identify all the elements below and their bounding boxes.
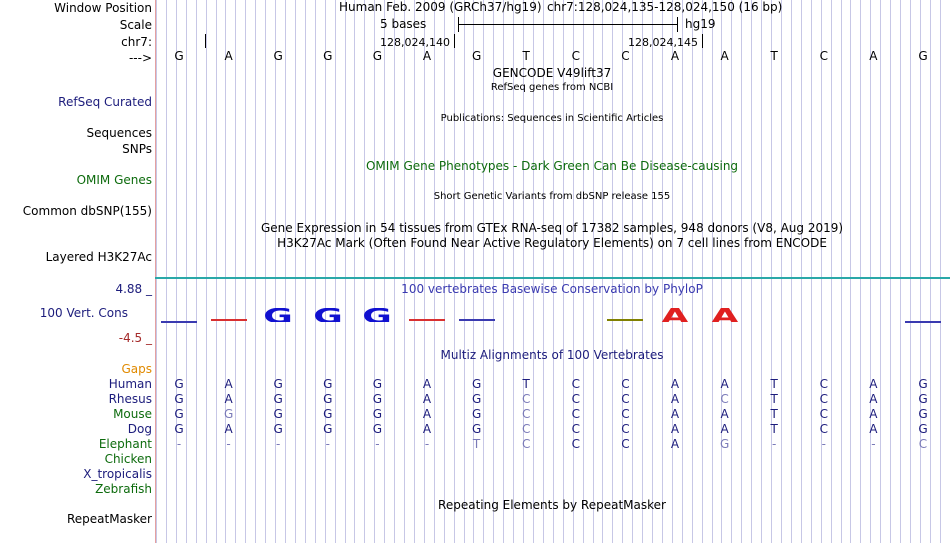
grid-line [414,0,415,543]
alignment-base: G [174,422,184,436]
alignment-base: G [223,407,234,421]
scale-bar-left-tick [458,17,459,32]
alignment-base: A [869,407,878,421]
grid-line [811,0,812,543]
grid-line [255,0,256,543]
alignment-base: G [918,377,928,391]
alignment-base: G [471,392,482,406]
alignment-base: G [918,422,928,436]
grid-line [345,0,346,543]
species-label-dog: Dog [127,422,152,436]
species-label-zebrafish: Zebrafish [95,482,152,496]
alignment-base: - [424,437,430,451]
grid-line [831,0,832,543]
conservation-bar [409,319,445,321]
alignment-base: C [621,407,630,421]
grid-line [235,0,236,543]
alignment-base: G [471,377,482,391]
alignment-base: A [869,422,878,436]
grid-line [910,0,911,543]
grid-line [632,0,633,543]
alignment-base: A [422,392,432,406]
alignment-base: C [819,377,828,391]
conservation-letter: G [263,308,293,322]
conservation-min-label: -4.5 _ [118,331,152,345]
ruler-tick-start [205,34,206,48]
label-divider [155,0,156,543]
alignment-base: A [224,422,233,436]
alignment-base: C [720,392,729,406]
alignment-base: A [224,377,233,391]
grid-line [801,0,802,543]
track-label-dbsnp[interactable]: Common dbSNP(155) [22,204,152,218]
grid-line [870,0,871,543]
grid-line [930,0,931,543]
track-label-gaps[interactable]: Gaps [121,362,152,376]
track-h3k27ac-desc: H3K27Ac Mark (Often Found Near Active Regulatory Elements) on 7 cell lines from ENCODE [277,236,827,250]
scale-bar [458,24,677,25]
window-position-label: Window Position [54,1,152,15]
alignment-base: G [323,407,333,421]
alignment-base: C [819,392,828,406]
reference-base: A [670,49,680,63]
position-range: chr7:128,024,135-128,024,150 (16 bp) [547,0,783,14]
track-label-h3k27ac[interactable]: Layered H3K27Ac [45,250,152,264]
grid-line [821,0,822,543]
alignment-base: A [670,407,680,421]
reference-base: C [571,49,580,63]
grid-line [741,0,742,543]
alignment-base: T [770,407,778,421]
grid-line [354,0,355,543]
alignment-base: C [621,422,630,436]
grid-line [444,0,445,543]
alignment-base: T [522,377,530,391]
ruler-tick-1 [454,34,455,48]
grid-line [791,0,792,543]
alignment-base: C [621,437,630,451]
grid-line [483,0,484,543]
track-label-snps[interactable]: SNPs [122,142,152,156]
grid-line [325,0,326,543]
grid-line [176,0,177,543]
reference-base: G [273,49,283,63]
reference-base: C [621,49,630,63]
alignment-base: C [521,407,531,421]
alignment-base: G [273,422,283,436]
scale-db: hg19 [685,17,716,31]
alignment-base: C [819,422,828,436]
grid-line [245,0,246,543]
alignment-base: - [772,437,777,451]
grid-line [285,0,286,543]
alignment-base: G [372,422,383,436]
alignment-base: T [770,392,778,406]
reference-base: T [770,49,778,63]
alignment-base: C [571,437,580,451]
reference-base: T [522,49,530,63]
assembly-title: Human Feb. 2009 (GRCh37/hg19) [339,0,542,14]
grid-line [940,0,941,543]
species-label-x_tropicalis: X_tropicalis [83,467,152,481]
alignment-base: - [176,437,182,451]
grid-line [384,0,385,543]
alignment-base: A [869,392,878,406]
grid-line [702,0,703,543]
alignment-base: G [471,422,482,436]
track-omim-desc: OMIM Gene Phenotypes - Dark Green Can Be Disease-causing [365,159,739,173]
grid-line [890,0,891,543]
alignment-base: C [621,377,630,391]
alignment-base: A [720,407,729,421]
alignment-base: A [670,392,680,406]
track-separator [155,277,950,279]
grid-line [721,0,722,543]
alignment-base: - [821,437,826,451]
track-label-omim[interactable]: OMIM Genes [76,173,152,187]
track-dbsnp-desc: Short Genetic Variants from dbSNP release 155 [433,191,671,202]
grid-line [305,0,306,543]
reference-base: A [224,49,233,63]
grid-line [642,0,643,543]
grid-line [860,0,861,543]
reference-base: G [174,49,184,63]
scale-bases: 5 bases [380,17,427,31]
grid-line [662,0,663,543]
reference-base: G [471,49,482,63]
grid-line [186,0,187,543]
alignment-base: A [422,422,432,436]
alignment-base: - [276,437,281,451]
track-label-sequences[interactable]: Sequences [86,126,152,140]
conservation-bar [459,319,495,321]
track-refseq-desc: RefSeq genes from NCBI [490,82,614,93]
alignment-base: T [770,377,778,391]
grid-line [652,0,653,543]
conservation-letter: A [661,308,689,322]
alignment-base: G [471,407,482,421]
grid-line [404,0,405,543]
conservation-letter: G [313,308,343,322]
alignment-base: C [621,392,630,406]
grid-line [454,0,455,543]
alignment-base: C [521,392,531,406]
alignment-base: T [770,422,778,436]
reference-base: G [372,49,383,63]
reference-base: C [819,49,828,63]
grid-line [751,0,752,543]
alignment-base: G [174,392,184,406]
grid-line [275,0,276,543]
ruler-coord-1: 128,024,140 [380,36,450,49]
alignment-base: G [273,392,283,406]
alignment-base: - [325,437,330,451]
alignment-base: C [918,437,928,451]
track-gtex: Gene Expression in 54 tissues from GTEx RNA-seq of 17382 samples, 948 donors (V8, Aug 2019) [260,221,844,235]
grid-line [771,0,772,543]
alignment-base: A [720,422,729,436]
grid-line [216,0,217,543]
alignment-base: G [372,392,383,406]
grid-line [900,0,901,543]
alignment-base: G [323,377,333,391]
grid-line [761,0,762,543]
alignment-base: A [869,377,878,391]
alignment-base: G [372,377,383,391]
grid-line [841,0,842,543]
alignment-base: A [670,377,680,391]
track-gencode[interactable]: GENCODE V49lift37 [492,66,612,80]
alignment-base: G [918,392,928,406]
alignment-base: G [273,407,283,421]
alignment-base: C [571,422,580,436]
alignment-base: C [571,392,580,406]
alignment-base: G [323,422,333,436]
conservation-bar [161,321,197,323]
grid-line [920,0,921,543]
track-label-vert-cons[interactable]: 100 Vert. Cons [39,306,128,320]
grid-line [196,0,197,543]
grid-line [622,0,623,543]
grid-line [682,0,683,543]
scale-label: Scale [119,18,152,32]
conservation-max-label: 4.88 _ [115,282,152,296]
alignment-base: A [422,407,432,421]
alignment-base: A [670,437,680,451]
species-label-chicken: Chicken [104,452,152,466]
grid-line [692,0,693,543]
alignment-base: - [226,437,231,451]
grid-line [364,0,365,543]
grid-line [731,0,732,543]
track-repeatmasker-desc: Repeating Elements by RepeatMasker [438,498,666,512]
alignment-base: C [521,422,531,436]
grid-line [672,0,673,543]
alignment-base: G [174,407,184,421]
alignment-base: G [273,377,283,391]
alignment-base: C [819,407,828,421]
alignment-base: C [521,437,531,451]
grid-line [880,0,881,543]
alignment-base: A [670,422,680,436]
alignment-base: G [372,407,383,421]
species-label-rhesus: Rhesus [108,392,152,406]
grid-line [394,0,395,543]
grid-line [781,0,782,543]
reference-base: A [869,49,878,63]
alignment-base: A [720,377,729,391]
alignment-base: G [323,392,333,406]
alignment-base: G [918,407,928,421]
grid-line [434,0,435,543]
conservation-bar [905,321,941,323]
grid-line [206,0,207,543]
conservation-letter: G [362,308,393,322]
grid-line [156,0,157,543]
chr-label: chr7: [121,35,152,49]
species-label-human: Human [108,377,152,391]
reference-base: G [918,49,928,63]
grid-line [166,0,167,543]
alignment-base: - [375,437,380,451]
grid-line [295,0,296,543]
reference-base: A [422,49,432,63]
grid-line [335,0,336,543]
grid-line [473,0,474,543]
alignment-base: G [174,377,184,391]
track-label-refseq[interactable]: RefSeq Curated [58,95,152,109]
species-label-mouse: Mouse [113,407,152,421]
track-publications: Publications: Sequences in Scientific Articles [440,113,664,124]
alignment-base: G [719,437,730,451]
grid-line [225,0,226,543]
alignment-base: A [422,377,432,391]
grid-line [850,0,851,543]
alignment-base: C [571,407,580,421]
track-multiz-desc: Multiz Alignments of 100 Vertebrates [440,348,664,362]
ruler-coord-2: 128,024,145 [628,36,698,49]
reference-base: G [323,49,333,63]
track-phylop-desc: 100 vertebrates Basewise Conservation by PhyloP [401,282,703,296]
alignment-base: - [871,437,876,451]
grid-line [424,0,425,543]
grid-line [374,0,375,543]
grid-line [315,0,316,543]
scale-bar-right-tick [677,17,678,32]
strand-label: ---> [128,51,152,65]
alignment-base: C [571,377,580,391]
grid-line [464,0,465,543]
grid-line [265,0,266,543]
conservation-letter: A [710,308,739,322]
grid-line [712,0,713,543]
ruler-tick-2 [702,34,703,48]
reference-base: A [720,49,729,63]
track-label-repeatmasker[interactable]: RepeatMasker [66,512,152,526]
alignment-base: T [472,437,481,451]
alignment-base: A [224,392,233,406]
species-label-elephant: Elephant [98,437,152,451]
